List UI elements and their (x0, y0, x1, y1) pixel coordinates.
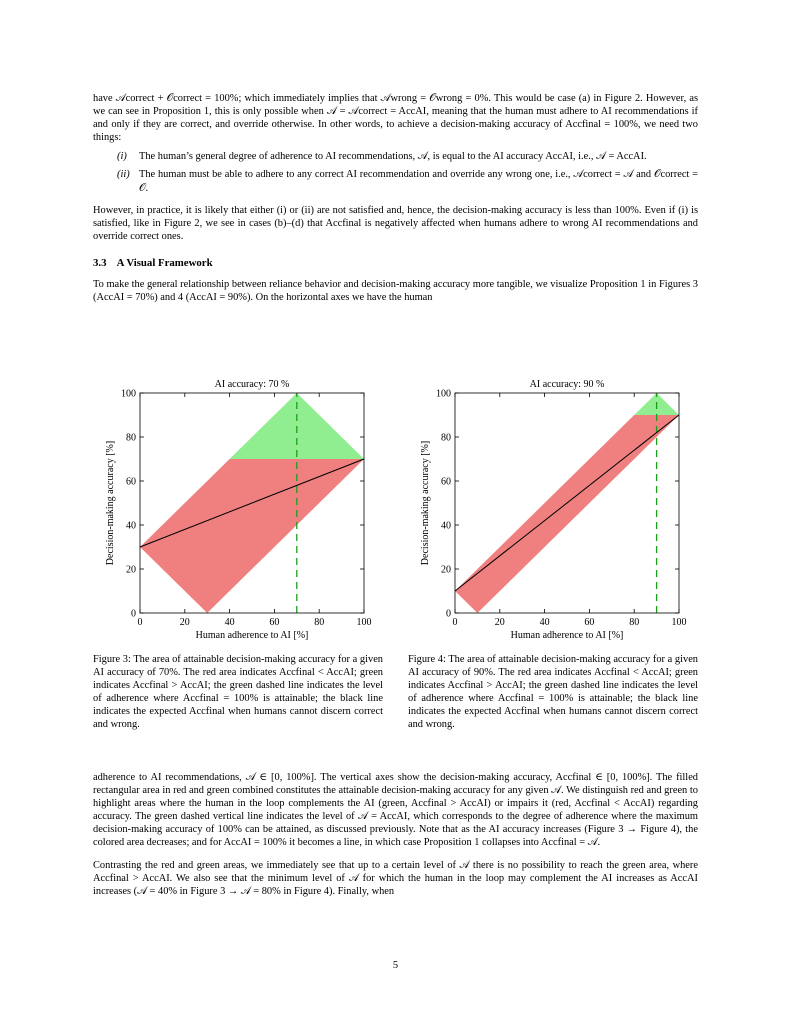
x-tick-label: 0 (452, 617, 458, 628)
list-item (93, 168, 698, 194)
paragraph-practice: However, in practice, it is likely that either (i) or (ii) are not satisfied and, hence, the decision-making accuracy is less than 100%. Even if (i) is satisfied, like in Figure 2, we see in cases (b)–(d) that Accfinal is negatively affected when humans adhere to wrong AI recommendations and override correct ones. (93, 204, 698, 242)
y-tick-label: 80 (126, 432, 136, 444)
paragraph-axes: adherence to AI recommendations, 𝒜 ∈ [0, 100%]. The vertical axes show the decision-making accuracy, Accfinal ∈ [0, 100%]. The filled rectangular area in red and green combined constitutes the attainable decision-making accuracy for any given 𝒜. We distinguish red and green to highlight areas where the human in the loop complements the AI (green, Accfinal > AccAI) or impairs it (red, Accfinal < AccAI) regarding accuracy. The green dashed vertical line indicates the level of 𝒜 = AccAI, which corresponds to the degree of adherence where the maximum decision-making accuracy of 100% can be attained, as discussed previously. Note that as the AI accuracy increases (Figure 3 → Figure 4), the colored area decreases; and for AccAI = 100% it becomes a line, in which case Proposition 1 collapses into Accfinal = 𝒜. (93, 772, 698, 849)
section-heading (93, 257, 698, 269)
x-tick-label: 0 (137, 617, 143, 628)
x-tick-label: 40 (539, 617, 550, 628)
list-item-text: The human’s general degree of adherence to AI recommendations, 𝒜, is equal to the AI accuracy AccAI, i.e., 𝒜 = AccAI. (139, 151, 647, 163)
list-item (93, 150, 698, 163)
figure-4-caption: Figure 4: The area of attainable decision-making accuracy for a given AI accuracy of 90%. The red area indicates Accfinal < AccAI; green indicates Accfinal > AccAI; the green dashed line indicates the level of adherence where Accfinal = 100% is attainable; the black line indicates the expected Accfinal when humans cannot discern correct and wrong. (408, 654, 698, 731)
chart-title: AI accuracy: 70 % (214, 379, 290, 390)
requirements-list (93, 150, 698, 194)
red-region (455, 415, 679, 613)
figure-4 (408, 373, 698, 732)
x-tick-label: 40 (224, 617, 235, 628)
x-tick-label: 20 (179, 617, 190, 628)
page-number: 5 (392, 960, 399, 971)
y-tick-label: 40 (126, 520, 136, 532)
list-item-text: The human must be able to adhere to any correct AI recommendation and override any wrong one, i.e., 𝒜correct = 𝒜 and 𝒪correct = 𝒪. (139, 169, 698, 194)
y-tick-label: 40 (441, 520, 451, 532)
expected-accuracy-line (455, 415, 679, 591)
red-region (140, 459, 364, 613)
figure-row (93, 373, 698, 753)
paragraph-intro: have 𝒜correct + 𝒪correct = 100%; which immediately implies that 𝒜wrong = 𝒪wrong = 0%. This would be case (a) in Figure 2. However, as we can see in Proposition 1, this is only possible when 𝒜 = 𝒜correct = AccAI, meaning that the human must adhere to AI recommendations if and only if they are correct, and override otherwise. In other words, to achieve a decision-making accuracy of Accfinal = 100%, we need two things: (93, 93, 698, 144)
figure-3 (93, 373, 383, 732)
list-marker: (i) (117, 151, 127, 163)
chart-ai-70 (93, 373, 383, 645)
page-body (93, 92, 698, 304)
x-axis-label: Human adherence to AI [%] (510, 630, 624, 641)
y-tick-label: 20 (126, 564, 136, 576)
x-tick-label: 100 (356, 617, 372, 628)
x-tick-label: 60 (584, 617, 595, 628)
x-axis-label: Human adherence to AI [%] (195, 630, 309, 641)
y-tick-label: 80 (441, 432, 451, 444)
y-tick-label: 100 (121, 388, 136, 400)
chart-ai-90 (408, 373, 698, 645)
section-number: 3.3 (93, 256, 107, 269)
chart-title: AI accuracy: 90 % (529, 379, 605, 390)
x-tick-label: 80 (314, 617, 325, 628)
y-tick-label: 60 (126, 476, 136, 488)
y-tick-label: 60 (441, 476, 451, 488)
y-tick-label: 0 (131, 608, 136, 620)
section-title: A Visual Framework (116, 256, 213, 269)
y-axis-label: Decision-making accuracy [%] (105, 440, 116, 566)
y-axis-label: Decision-making accuracy [%] (420, 440, 431, 566)
x-tick-label: 60 (269, 617, 280, 628)
x-tick-label: 20 (494, 617, 505, 628)
page-body-continued (93, 771, 698, 898)
x-tick-label: 100 (671, 617, 687, 628)
list-marker: (ii) (117, 169, 130, 181)
y-tick-label: 100 (436, 388, 451, 400)
y-tick-label: 0 (446, 608, 451, 620)
paragraph-contrast: Contrasting the red and green areas, we immediately see that up to a certain level of 𝒜 there is no possibility to reach the green area, where Accfinal > AccAI. We also see that the minimum level of 𝒜 for which the human in the loop may complement the AI increases as AccAI increases (𝒜 = 40% in Figure 3 → 𝒜 = 80% in Figure 4). Finally, when (93, 859, 698, 897)
paragraph-visual-intro: To make the general relationship between reliance behavior and decision-making accuracy more tangible, we visualize Proposition 1 in Figures 3 (AccAI = 70%) and 4 (AccAI = 90%). On the horizontal axes we have the human (93, 278, 698, 304)
x-tick-label: 80 (629, 617, 640, 628)
y-tick-label: 20 (441, 564, 451, 576)
figure-3-caption: Figure 3: The area of attainable decision-making accuracy for a given AI accuracy of 70%. The red area indicates Accfinal < AccAI; green indicates Accfinal > AccAI; the green dashed line indicates the level of adherence where Accfinal = 100% is attainable; the black line indicates the expected Accfinal when humans cannot discern correct and wrong. (93, 654, 383, 731)
